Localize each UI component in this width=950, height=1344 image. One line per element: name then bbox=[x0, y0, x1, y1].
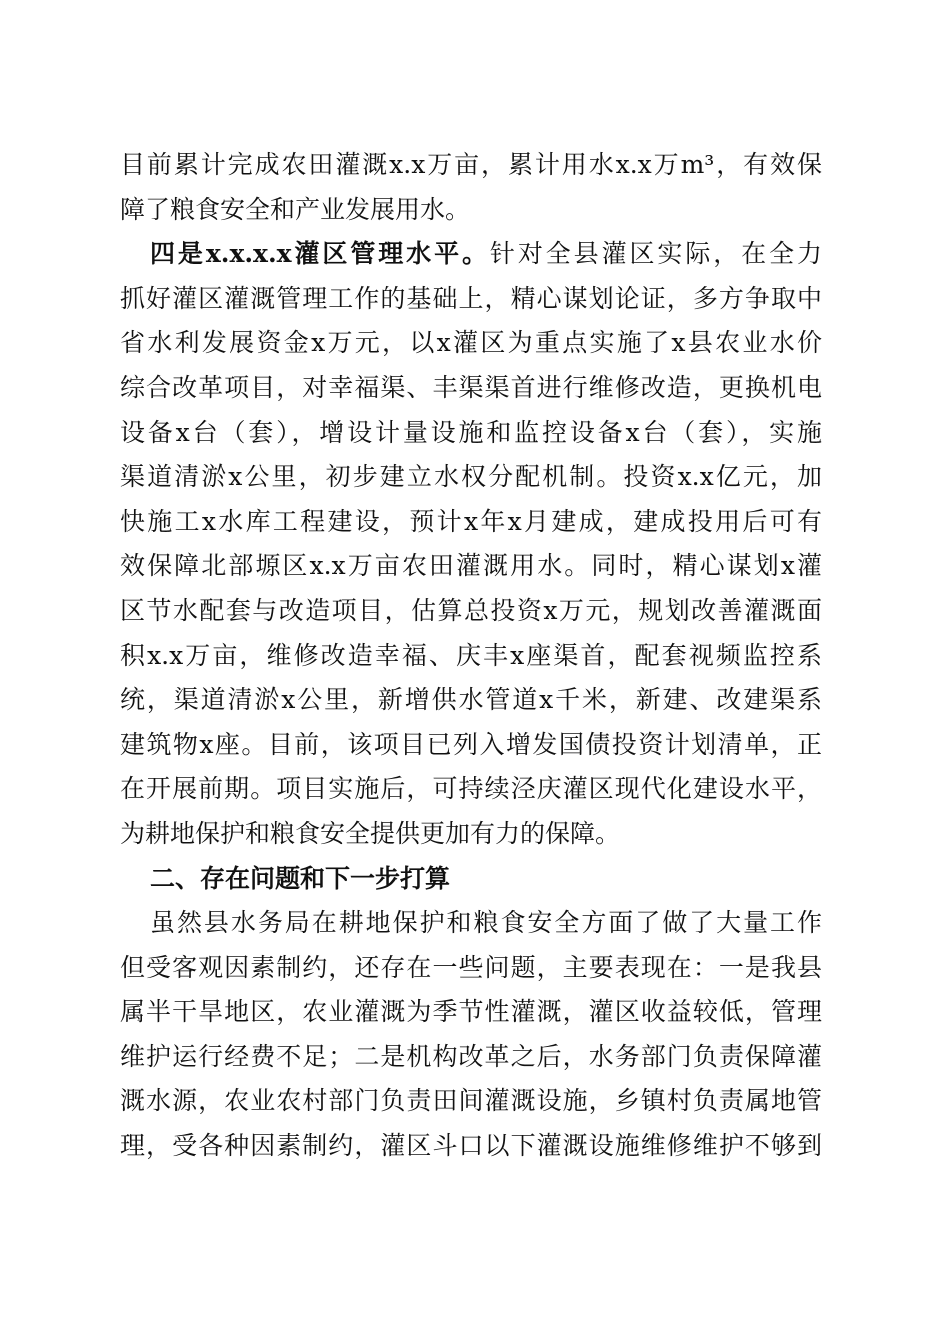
text-line bbox=[120, 232, 822, 277]
line-text: 溉水源，农业农村部门负责田间灌溉设施，乡镇村负责属地管 bbox=[120, 1086, 822, 1116]
text-line bbox=[120, 321, 822, 366]
text-line bbox=[120, 411, 822, 456]
text-line bbox=[120, 544, 822, 589]
text-line bbox=[120, 990, 822, 1035]
line-text: 省水利发展资金x万元，以x灌区为重点实施了x县农业水价 bbox=[120, 328, 822, 358]
text-line bbox=[120, 277, 822, 322]
text-line bbox=[120, 1035, 822, 1080]
line-text: 但受客观因素制约，还存在一些问题，主要表现在：一是我县 bbox=[120, 952, 822, 982]
text-line bbox=[120, 857, 822, 902]
line-text: 效保障北部塬区x.x万亩农田灌溉用水。同时，精心谋划x灌 bbox=[120, 551, 822, 581]
paragraph bbox=[120, 901, 822, 1169]
line-text: 积x.x万亩，维修改造幸福、庆丰x座渠首，配套视频监控系 bbox=[120, 640, 822, 670]
line-text: 属半干旱地区，农业灌溉为季节性灌溉，灌区收益较低，管理 bbox=[120, 997, 822, 1027]
text-line bbox=[120, 143, 822, 188]
line-text: 统，渠道清淤x公里，新增供水管道x千米，新建、改建渠系 bbox=[120, 685, 822, 715]
line-text: 理，受各种因素制约，灌区斗口以下灌溉设施维修维护不够到 bbox=[120, 1131, 822, 1161]
text-line bbox=[120, 1079, 822, 1124]
text-line bbox=[120, 678, 822, 723]
line-text: 虽然县水务局在耕地保护和粮食安全方面了做了大量工作 bbox=[150, 908, 822, 938]
text-line bbox=[120, 634, 822, 679]
document-page bbox=[120, 143, 822, 1169]
text-line bbox=[120, 946, 822, 991]
line-text: 设备x台（套），增设计量设施和监控设备x台（套），实施 bbox=[120, 417, 822, 447]
line-text: 建筑物x座。目前，该项目已列入增发国债投资计划清单，正 bbox=[120, 729, 822, 759]
line-text: 障了粮食安全和产业发展用水。 bbox=[120, 194, 471, 224]
line-text: 二、存在问题和下一步打算 bbox=[150, 863, 451, 893]
paragraph bbox=[120, 143, 822, 232]
line-text: 维护运行经费不足；二是机构改革之后，水务部门负责保障灌 bbox=[120, 1041, 822, 1071]
section-heading bbox=[120, 857, 822, 902]
line-text: 针对全县灌区实际，在全力 bbox=[489, 239, 822, 269]
paragraph bbox=[120, 232, 822, 856]
line-text: 为耕地保护和粮食安全提供更加有力的保障。 bbox=[120, 818, 621, 848]
text-line bbox=[120, 1124, 822, 1169]
text-line bbox=[120, 767, 822, 812]
text-line bbox=[120, 500, 822, 545]
line-text: 渠道清淤x公里，初步建立水权分配机制。投资x.x亿元，加 bbox=[120, 462, 822, 492]
line-text: 综合改革项目，对幸福渠、丰渠渠首进行维修改造，更换机电 bbox=[120, 372, 822, 402]
line-text: 在开展前期。项目实施后，可持续泾庆灌区现代化建设水平， bbox=[120, 774, 822, 804]
text-line bbox=[120, 901, 822, 946]
text-line bbox=[120, 723, 822, 768]
line-text: 抓好灌区灌溉管理工作的基础上，精心谋划论证，多方争取中 bbox=[120, 283, 822, 313]
text-line bbox=[120, 188, 822, 233]
line-text: 区节水配套与改造项目，估算总投资x万元，规划改善灌溉面 bbox=[120, 595, 822, 625]
text-line bbox=[120, 589, 822, 634]
line-text: 快施工x水库工程建设，预计x年x月建成，建成投用后可有 bbox=[120, 506, 822, 536]
text-line bbox=[120, 455, 822, 500]
paragraph-lead-bold: 四是x.x.x.x灌区管理水平。 bbox=[150, 239, 490, 269]
text-line bbox=[120, 812, 822, 857]
text-line bbox=[120, 366, 822, 411]
line-text: 目前累计完成农田灌溉x.x万亩，累计用水x.x万m³，有效保 bbox=[120, 150, 822, 179]
